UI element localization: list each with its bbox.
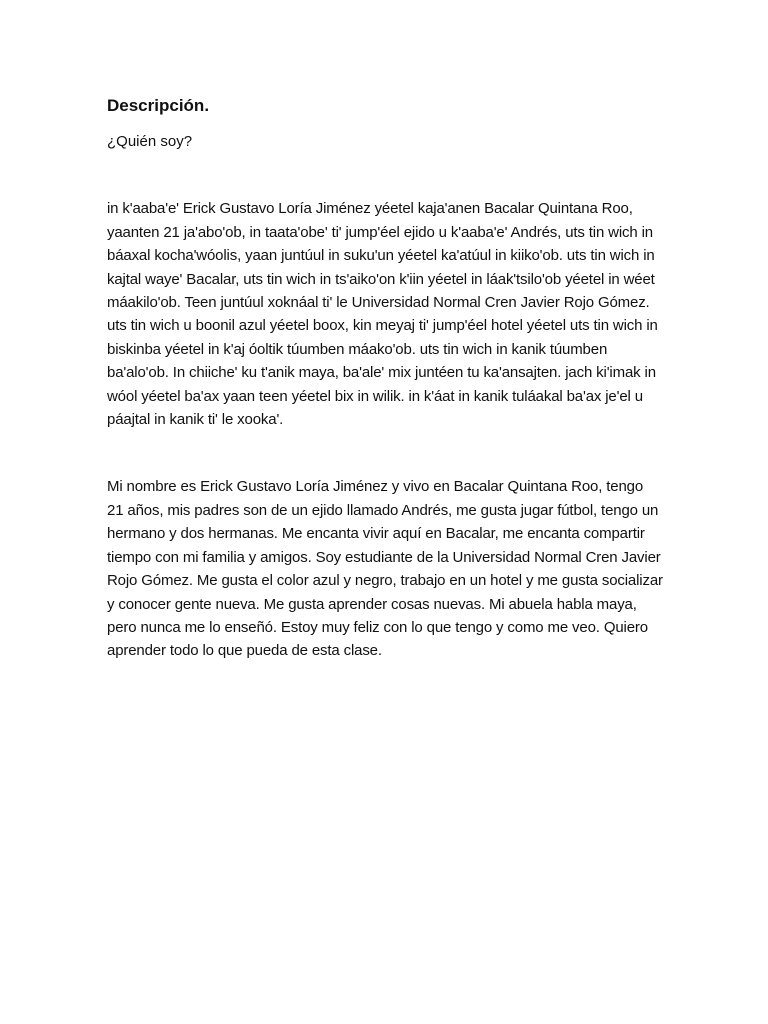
paragraph-spanish: Mi nombre es Erick Gustavo Loría Jiménez y vivo en Bacalar Quintana Roo, tengo 21 años, mis padres son de un ejido llamado Andrés, me gusta jugar fútbol, tengo un hermano y dos hermanas. Me encanta vivir aquí en Bacalar, me encanta compartir tiempo con mi familia y amigos. Soy estudiante de la Universidad Normal Cren Javier Rojo Gómez. Me gusta el color azul y negro, trabajo en un hotel y me gusta socializar y conocer gente nueva. Me gusta aprender cosas nuevas. Mi abuela habla maya, pero nunca me lo enseñó. Estoy muy feliz con lo que tengo y como me veo. Quiero aprender todo lo que pueda de esta clase.: [107, 478, 663, 660]
heading-text: Descripción: [107, 96, 205, 115]
paragraph-maya: in k'aaba'e' Erick Gustavo Loría Jiménez yéetel kaja'anen Bacalar Quintana Roo, yaanten 21 ja'abo'ob, in taata'obe' ti' jump'éel ejido u k'aaba'e' Andrés, uts tin wich in báaxal kocha'wóolis, yaan juntúul in suku'un yéetel ka'atúul in kiiko'ob. uts tin wich in kajtal waye' Bacalar, uts tin wich in ts'aiko'on k'iin yéetel in láak'tsilo'ob yéetel in wéet máakilo'ob. Teen juntúul xoknáal ti' le Universidad Normal Cren Javier Rojo Gómez. uts tin wich u boonil azul yéetel boox, kin meyaj ti' jump'éel hotel yéetel uts tin wich in biskinba yéetel in k'aj óoltik túumben máako'ob. uts tin wich in kanik túumben ba'alo'ob. In chiiche' ku t'anik maya, ba'ale' mix juntéen tu ka'ansajten. jach ki'imak in wóol yéetel ba'ax yaan teen yéetel bix in wilik. in k'áat in kanik tuláakal ba'ax je'el u páajtal in kanik ti' le xooka'.: [107, 200, 658, 429]
subheading: ¿Quién soy?: [107, 133, 193, 150]
section-heading: [107, 94, 663, 118]
document-content: [107, 94, 663, 663]
heading-punctuation: .: [204, 96, 210, 115]
